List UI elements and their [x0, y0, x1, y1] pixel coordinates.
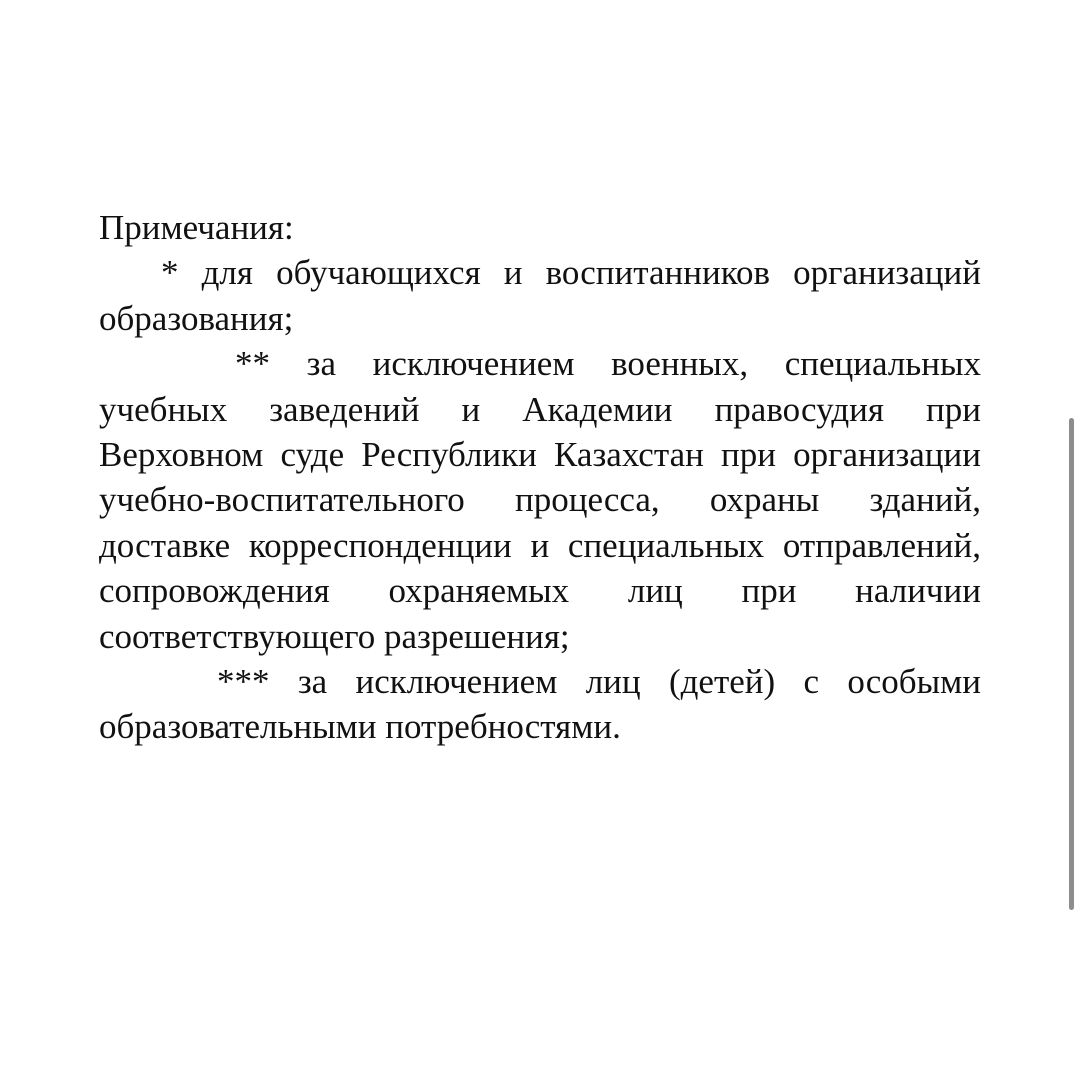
note-triple-asterisk: *** за исключением лиц (детей) с особыми образовательными потребностями. — [99, 662, 981, 747]
notes-heading: Примечания: — [99, 208, 294, 247]
notes-block — [99, 205, 981, 750]
note-double-asterisk: ** за исключением военных, специальных учебных заведений и Академии правосудия при Верховном суде Республики Казахстан при организации учебно-воспитательного процесса, охраны зданий, доставке корреспонденции и специальных отправлений, сопровождения охраняемых лиц при наличии соответствующего разрешения; — [99, 344, 981, 656]
scrollbar-thumb[interactable] — [1069, 418, 1074, 910]
vertical-scrollbar[interactable] — [1067, 418, 1075, 910]
note-single-asterisk: * для обучающихся и воспитанников организаций образования; — [99, 253, 981, 338]
